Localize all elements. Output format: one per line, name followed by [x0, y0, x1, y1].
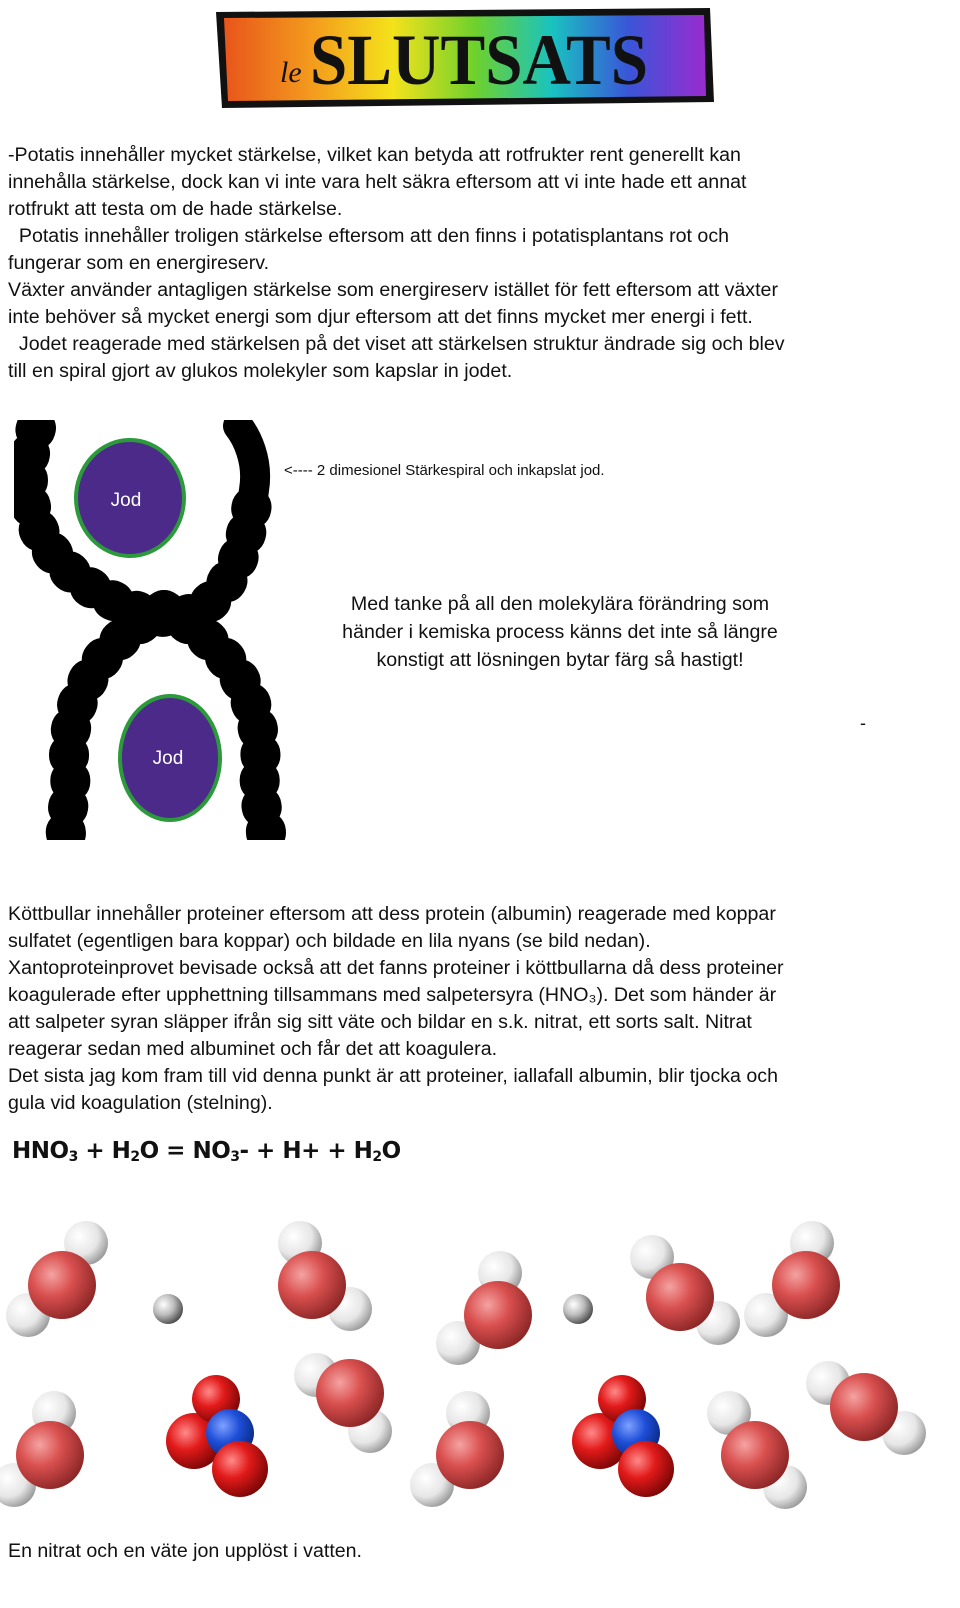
diagram-note: Med tanke på all den molekylära förändring som händer i kemiska process känns det inte så längre konstigt att lösningen bytar färg så hastigt! [342, 593, 778, 671]
oxygen-atom [464, 1281, 532, 1349]
oxygen-atom [278, 1251, 346, 1319]
hydrogen-ion [153, 1294, 183, 1324]
slutsats-banner [210, 6, 716, 110]
intro-paragraph-3: Växter använder antagligen stärkelse som energireserv istället för fett eftersom att växter inte behöver så mycket energi som djur eftersom att det finns mycket mer energi i fett. [8, 279, 778, 328]
protein-paragraph-1: Köttbullar innehåller proteiner eftersom att dess protein (albumin) reagerade med koppar sulfatet (egentligen bara koppar) och bildade en lila nyans (se bild nedan). [8, 903, 776, 952]
oxygen-atom [772, 1251, 840, 1319]
hydrogen-ion [563, 1294, 593, 1324]
protein-paragraph-2: Xantoproteinprovet bevisade också att det fanns proteiner i köttbullarna då dess proteiner koagulerade efter upphettning tillsammans med salpetersyra (HNO₃). Det som händer är att salpeter syran släpper ifrån sig sitt väte och bildar en s.k. nitrat, ett sorts salt. Nitrat reagerar sedan med albuminet och får det att koagulera. [8, 957, 784, 1060]
starch-spiral-diagram [14, 420, 286, 840]
molecules-caption: En nitrat och en väte jon upplöst i vatten. [8, 1540, 362, 1562]
oxygen-atom [16, 1421, 84, 1489]
diagram-caption: <---- 2 dimesionel Stärkespiral och inkapslat jod. [284, 462, 605, 479]
stray-dash: - [860, 713, 866, 733]
iodine-label-bottom: Jod [152, 748, 184, 769]
iodine-label-top: Jod [110, 490, 142, 511]
oxygen-atom [28, 1251, 96, 1319]
oxygen-atom [436, 1421, 504, 1489]
oxygen-atom [830, 1373, 898, 1441]
intro-paragraph-2: Potatis innehåller troligen stärkelse eftersom att den finns i potatisplantans rot och fungerar som en energireserv. [8, 225, 730, 274]
banner-title: SLUTSATS [310, 20, 648, 100]
intro-paragraph-1: -Potatis innehåller mycket stärkelse, vilket kan betyda att rotfrukter rent generellt kan innehålla stärkelse, dock kan vi inte vara helt säkra eftersom att vi inte hade ett annat rotfrukt att testa om de hade stärkelse. [8, 144, 747, 220]
protein-paragraph-3: Det sista jag kom fram till vid denna punkt är att proteiner, iallafall albumin, blir tjocka och gula vid koagulation (stelning). [8, 1065, 778, 1114]
nitrate-oxygen-atom [618, 1441, 674, 1497]
intro-paragraph-4: Jodet reagerade med stärkelsen på det viset att stärkelsen struktur ändrade sig och blev till en spiral gjort av glukos molekyler som kapslar in jodet. [8, 333, 785, 382]
oxygen-atom [721, 1421, 789, 1489]
iodine-top [76, 440, 184, 556]
oxygen-atom [646, 1263, 714, 1331]
banner-prefix: le [280, 56, 302, 89]
iodine-bottom [120, 696, 220, 820]
chemical-equation: $HNO_3 + H_2O = NO_3- + H+ + H_2O$ [12, 1138, 401, 1165]
oxygen-atom [316, 1359, 384, 1427]
molecule-layer [0, 1221, 926, 1509]
nitrate-oxygen-atom [212, 1441, 268, 1497]
molecules-illustration [0, 1215, 960, 1535]
